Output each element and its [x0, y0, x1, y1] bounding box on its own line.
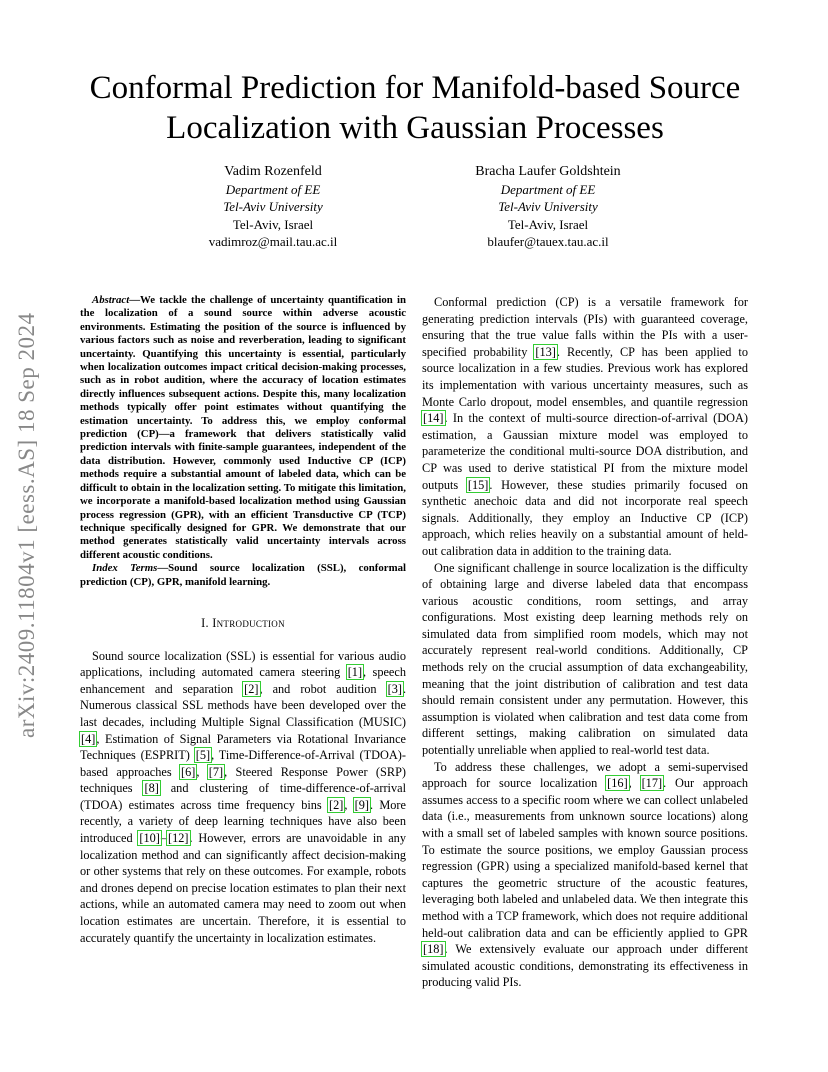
intro-paragraph	[80, 648, 406, 947]
citation-link[interactable]: [3]	[387, 681, 402, 696]
body-text: ,	[344, 797, 354, 812]
body-text: Conformal prediction (CP) is a versatile framework for generating prediction intervals (PIs) with guaranteed coverage, ensuring that the true value falls within the PIs with a user-specified probability	[422, 295, 748, 359]
author-email[interactable]: vadimroz@mail.tau.ac.il	[208, 234, 338, 249]
body-text: To address these challenges, we adopt a semi-supervised approach for source localization	[422, 759, 748, 791]
body-text: ,	[196, 764, 208, 779]
body-text: ,	[628, 776, 641, 791]
section-title: Introduction	[212, 615, 285, 630]
body-paragraph	[422, 294, 748, 560]
section-heading	[80, 615, 406, 632]
author-dept: Department of EE	[500, 181, 596, 197]
author-email[interactable]: blaufer@tauex.tau.ac.il	[487, 234, 609, 249]
body-text: . However, these studies primarily focused on synthetic anechoic data and did not incorporate real speech signals. Additionally, they employ an Inductive CP (ICP) approach, which relies heavily on a substantial amount of held-out calibration data in addition to the training data.	[422, 477, 748, 558]
citation-link[interactable]: [1]	[347, 665, 363, 680]
citation-link[interactable]: [13]	[535, 344, 556, 359]
body-text: . Our approach assumes access to a specific room where we can collect unlabeled data (i.e., measurements from unknown source locations) along with a small set of labeled samples with known source positions. To estimate the source positions, we employ Gaussian process regression (GPR) using a specialized manifold-based kernel that captures the geometric structure of the acoustic features, leveraging both labeled and unlabeled data. We then integrate this method with a TCP framework, which does not require additional held-out calibration data and can be efficiently applied to GPR	[422, 776, 748, 940]
author-univ: Tel-Aviv University	[498, 199, 598, 214]
citation-link[interactable]: [4]	[81, 731, 96, 746]
body-paragraph	[422, 759, 748, 991]
citation-link[interactable]: [10]	[139, 831, 160, 846]
body-text: Sound source localization (SSL) is essential for various audio applications, including automated camera steering	[80, 648, 406, 680]
paper-title: Conformal Prediction for Manifold-based Source Localization with Gaussian Processes	[89, 70, 741, 146]
citation-link[interactable]: [9]	[354, 797, 369, 812]
body-text: One significant challenge in source localization is the difficulty of obtaining large and diverse labeled data that encompass various acoustic conditions, room settings, and array configurations. Most existing deep learning methods rely on simulated data from simplified room models, which may not accurately represent real-world conditions. Additionally, CP methods rely on the crucial assumption of data exchangeability, meaning that the joint distribution of calibration and test data should remain consistent under any permutation. However, this assumption is violated when calibration and test data come from different settings, making calibration on simulated data potentially unreliable when applied to real-world test data.	[422, 560, 748, 758]
author-block	[418, 163, 678, 251]
author-block	[143, 163, 403, 251]
body-text: . However, errors are unavoidable in any localization method and can significantly affect decision-making or other systems that rely on these outcomes. For example, robots and drones depend on precise location estimates to plan their next actions, while an automated camera may need to zoom out when location estimates are uncertain. Therefore, it is essential to accurately quantify the uncertainty in localization estimates.	[80, 831, 406, 945]
body-text: , Estimation of Signal Parameters via Rotational Invariance Techniques (ESPRIT)	[80, 731, 406, 763]
body-text: . Recently, CP has been applied to source localization in a few studies. Previous work has explored its implementation with various uncertainty measures, such as Monte Carlo dropout, model ensembles, and quantile regression	[422, 344, 748, 409]
author-city: Tel-Aviv, Israel	[507, 216, 589, 232]
body-text: . In the context of multi-source direction-of-arrival (DOA) estimation, a Gaussian mixture model was employed to parameterize the conditional multi-source DOA distribution, and CP was used to derive statistical PI from the mixture model outputs	[422, 411, 748, 492]
body-text: , speech enhancement and separation	[80, 665, 407, 696]
index-terms-text: —Sound source localization (SSL), conformal prediction (CP), GPR, manifold learning.	[80, 562, 406, 588]
body-text: , Steered Response Power (SRP) techniques	[80, 764, 407, 796]
body-text: and clustering of time-difference-of-arrival (TDOA) estimates across time frequency bins	[80, 781, 406, 812]
body-text: . More recently, a variety of deep learning techniques have also been introduced	[80, 797, 406, 846]
body-text: –	[160, 831, 168, 846]
author-name: Vadim Rozenfeld	[224, 164, 322, 179]
citation-link[interactable]: [12]	[168, 831, 189, 846]
citation-link[interactable]: [6]	[180, 764, 196, 779]
index-terms-label: Index Terms	[92, 562, 158, 575]
citation-link[interactable]: [7]	[208, 764, 224, 779]
author-univ: Tel-Aviv University	[223, 199, 323, 214]
abstract	[80, 294, 406, 562]
author-dept: Department of EE	[225, 181, 321, 197]
body-text: , Time-Difference-of-Arrival (TDOA)-based approaches	[80, 748, 406, 779]
section-number: I.	[201, 615, 213, 630]
abstract-label: Abstract	[92, 294, 130, 306]
author-city: Tel-Aviv, Israel	[232, 216, 314, 232]
body-text: . Numerous classical SSL methods have been developed over the last decades, including Multiple Signal Classification (MUSIC)	[80, 681, 407, 729]
citation-link[interactable]: [2]	[244, 681, 259, 696]
citation-link[interactable]: [14]	[423, 411, 444, 426]
abstract-text: —We tackle the challenge of uncertainty quantification in the localization of a sound source within adverse acoustic environments. Estimating the position of the source is influenced by various factors such as noise and reverberation, leading to significant uncertainty. Quantifying this uncertainty is essential, particularly when localization outcomes impact critical decision-making processes, such as in robot audition, where the accuracy of location estimates directly influences subsequent actions. Despite this, many localization methods typically offer point estimates without quantifying the estimation uncertainty. To address this, we employ conformal prediction (CP)—a framework that delivers statistically valid prediction intervals with finite-sample guarantees, independent of the data distribution. However, commonly used Inductive CP (ICP) methods require a substantial amount of labeled data, which can be difficult to obtain in the localization setting. To mitigate this limitation, we incorporate a manifold-based localization method using Gaussian process regression (GPR), with an efficient Transductive CP (TCP) technique specifically designed for GPR. We demonstrate that our method generates statistically valid uncertainty intervals across different acoustic conditions.	[80, 294, 406, 561]
citation-link[interactable]: [2]	[328, 797, 344, 812]
right-column	[422, 294, 748, 991]
body-text: . We extensively evaluate our approach under different simulated acoustic conditions, demonstrating its effectiveness in producing valid PIs.	[422, 942, 748, 990]
citation-link[interactable]: [15]	[467, 477, 489, 492]
arxiv-stamp: arXiv:2409.11804v1 [eess.AS] 18 Sep 2024	[14, 312, 39, 738]
citation-link[interactable]: [17]	[641, 776, 663, 791]
citation-link[interactable]: [18]	[423, 942, 444, 957]
citation-link[interactable]: [5]	[195, 748, 211, 763]
left-column	[80, 294, 406, 946]
body-paragraph	[422, 560, 748, 759]
body-text: , and robot audition	[259, 681, 387, 696]
citation-link[interactable]: [8]	[144, 781, 159, 796]
author-name: Bracha Laufer Goldshtein	[475, 164, 621, 179]
index-terms	[80, 562, 406, 589]
citation-link[interactable]: [16]	[607, 776, 628, 791]
